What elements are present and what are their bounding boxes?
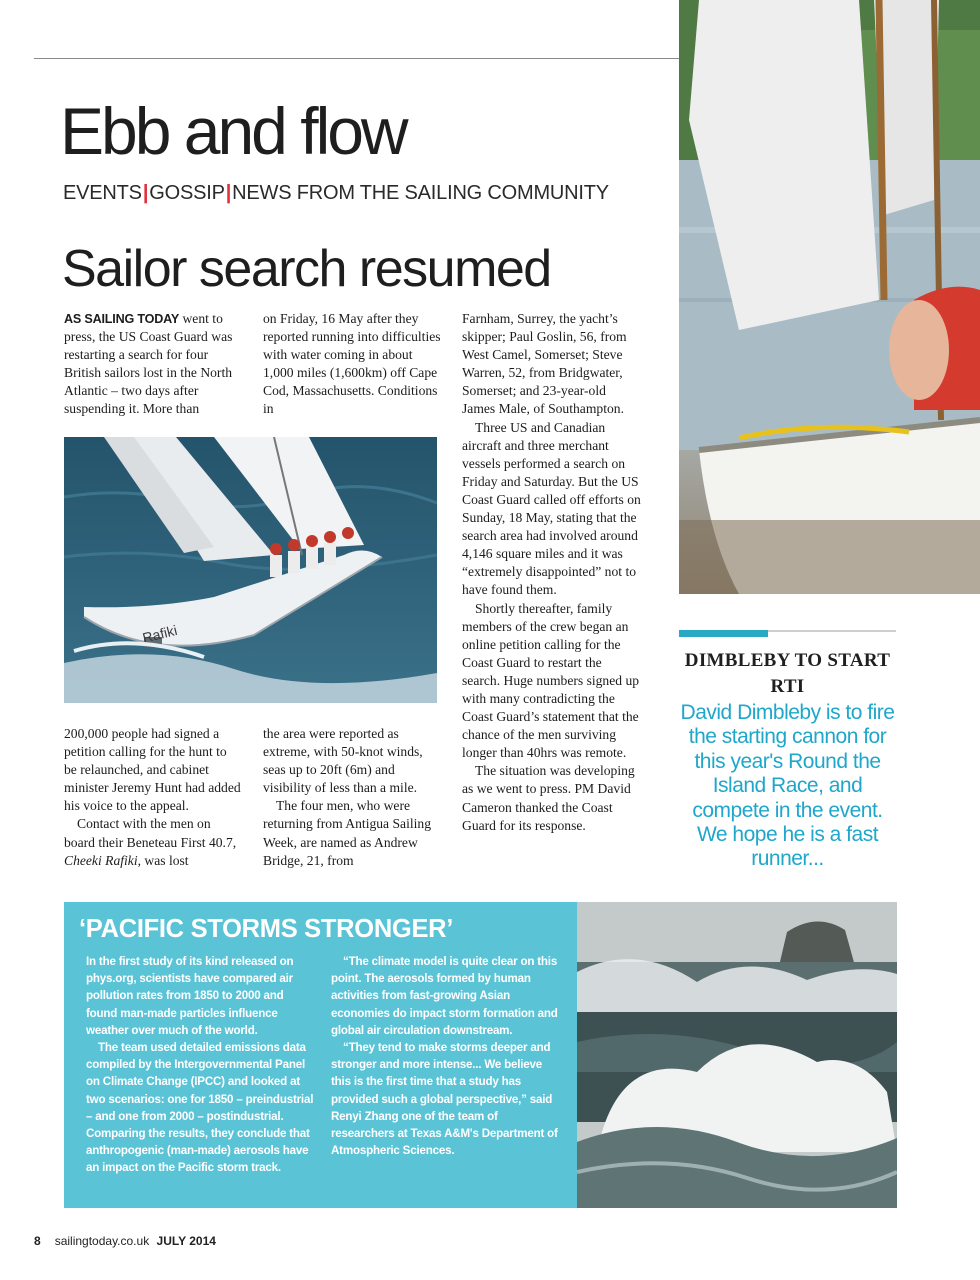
article-col1-bottom-p2 [64,815,242,869]
pacific-col2-p1: “The climate model is quite clear on this point. The aerosols formed by human activities from fast-growing Asian economies do impact storm formation and global air circulation downstream. [331,955,558,1037]
sidebar-accent-bar [679,630,768,637]
pacific-col2-p2: “They tend to make storms deeper and stronger and more intense... We believe this is the first time that a study has provided such a global perspective,” said Renyi Zhang one of the team of researchers at Texas A&M's Department of Atmospheric Sciences. [331,1041,558,1158]
subtitle-divider: | [142,182,149,204]
boat-name: Rafiki [140,621,179,646]
article-col1-bottom-p1: 200,000 people had signed a petition calling for the hunt to be relaunched, and cabinet minister Jeremy Hunt had added his voice to the appeal. [64,726,241,814]
yacht-illustration [64,437,437,703]
article-col3-p3: Shortly thereafter, family members of the crew began an online petition calling for the Coast Guard to restart the search. Huge numbers signed up with many contradicting the Coast Guard’s statement that the chance of the men surviving longer than 40hrs was remote. [462,600,640,761]
article-col2-bottom-p1: the area were reported as extreme, with 50-knot winds, seas up to 20ft (6m) and visibility of less than a mile. [263,726,423,796]
yacht-photo [64,437,437,703]
storm-wave-photo [577,902,897,1208]
article-col1-bottom-p2-a: Contact with the men on board their Beneteau First 40.7, [64,816,237,850]
footer-issue: JULY 2014 [156,1234,216,1248]
pacific-col1-p1: In the first study of its kind released on phys.org, scientists have compared air pollution rates from 1850 to 2000 and found man-made particles influence weather over much of the world. [86,955,294,1037]
article-col1-top-text: went to press, the US Coast Guard was restarting a search for four British sailors lost in the North Atlantic – two days after suspending it. More than [64,311,233,417]
article-col1-bottom-p2-b: , was lost [137,852,189,868]
subtitle-gossip: GOSSIP [149,182,225,204]
section-title: Ebb and flow [60,94,406,168]
subtitle-events: EVENTS [63,182,142,204]
sailing-dinghy-photo [679,0,980,594]
page-number: 8 [34,1234,41,1248]
article-col1-bottom [64,725,242,870]
subtitle-news: NEWS FROM THE SAILING COMMUNITY [232,182,609,204]
pacific-col1-p2: The team used detailed emissions data compiled by the Intergovernmental Panel on Climate Change (IPCC) and looked at two scenarios: one for 1850 – preindustrial – and one from 2000 – postindustrial. Comparing the results, they conclude that anthropogenic (man-made) aerosols have an impact on the Pacific storm track. [86,1041,314,1175]
article-col2-top-text: on Friday, 16 May after they reported running into difficulties with water coming in about 1,000 miles (1,600km) off Cape Cod, Massachusetts. Conditions in [263,311,441,417]
article-col3-p4: The situation was developing as we went to press. PM David Cameron thanked the Coast Guard for its response. [462,763,635,833]
pacific-col1 [86,953,314,1177]
boat-name-italic: Cheeki Rafiki [64,852,138,868]
page-footer [34,1234,216,1248]
dinghy-illustration [679,0,980,594]
sidebar-body: David Dimbleby is to fire the starting cannon for this year's Round the Island Race, and compete in the event. We hope he is a fast runner... [680,701,895,871]
pacific-col2 [331,953,563,1159]
article-lead-in: AS SAILING TODAY [64,312,180,326]
article-col3-p2: Three US and Canadian aircraft and three merchant vessels performed a search on Friday and Saturday. But the US Coast Guard called off efforts on Sunday, 18 May, stating that the search area had involved around 4,146 square miles and it was “extremely disappointed” not to have found them. [462,419,641,598]
subtitle-divider: | [225,182,232,204]
top-rule [34,58,679,59]
article-col3-p1: Farnham, Surrey, the yacht’s skipper; Paul Goslin, 56, from West Camel, Somerset; Steve Warren, 52, from Bridgwater, Somerset; and 23-year-old James Male, of Southampton. [462,311,627,417]
article-col2-top [263,310,441,419]
sidebar-heading: DIMBLEBY TO START RTI [684,650,891,697]
article-col1-top [64,310,242,419]
footer-site: sailingtoday.co.uk [54,1234,150,1248]
article-headline: Sailor search resumed [62,240,551,298]
article-col2-bottom-p2: The four men, who were returning from Antigua Sailing Week, are named as Andrew Bridge, 21, from [263,798,432,868]
section-subtitle [63,182,609,205]
article-col3 [462,310,642,835]
pacific-storms-title: ‘PACIFIC STORMS STRONGER’ [79,915,454,943]
wave-illustration [577,902,897,1208]
article-col2-bottom [263,725,441,870]
